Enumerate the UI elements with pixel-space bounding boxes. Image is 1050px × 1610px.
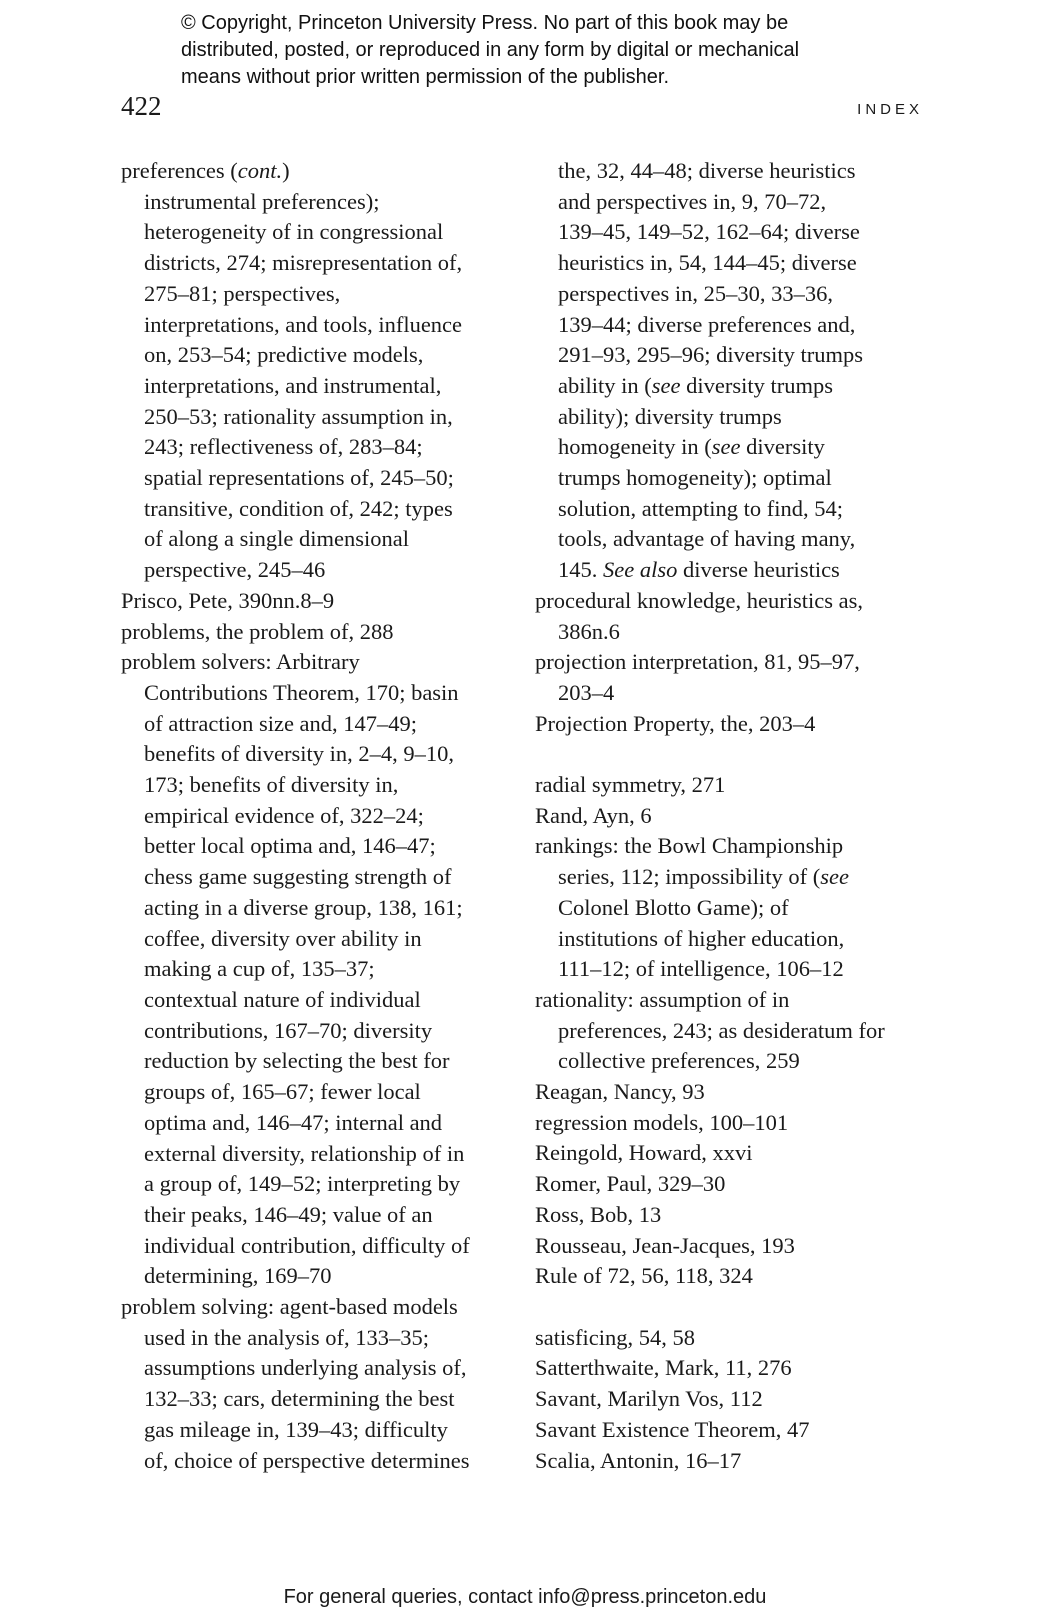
index-line: reduction by selecting the best for bbox=[144, 1048, 450, 1074]
index-line: 386n.6 bbox=[558, 618, 620, 644]
index-line: perspectives in, 25–30, 33–36, bbox=[558, 280, 833, 306]
footer-contact: For general queries, contact info@press.princeton.edu bbox=[283, 1586, 767, 1608]
index-line: a group of, 149–52; interpreting by bbox=[144, 1171, 461, 1197]
index-line: heterogeneity of in congressional bbox=[144, 219, 444, 245]
index-entry-heading: radial symmetry, 271 bbox=[535, 772, 726, 798]
index-line: determining, 169–70 bbox=[144, 1263, 332, 1289]
index-entry-heading: Prisco, Pete, 390nn.8–9 bbox=[121, 587, 335, 613]
index-entry-heading: preferences (cont.) bbox=[121, 158, 290, 183]
index-line: 132–33; cars, determining the best bbox=[144, 1386, 455, 1412]
index-entry-heading: problems, the problem of, 288 bbox=[121, 618, 394, 644]
index-line: 139–44; diverse preferences and, bbox=[558, 311, 856, 337]
index-column-right bbox=[535, 156, 935, 1476]
copyright-line: © Copyright, Princeton University Press. No part of this book may be bbox=[181, 12, 789, 34]
index-line: ability in (see diversity trumps bbox=[558, 372, 833, 398]
index-line: of attraction size and, 147–49; bbox=[144, 710, 418, 736]
index-line: preferences, 243; as desideratum for bbox=[558, 1017, 885, 1043]
index-line: ability); diversity trumps bbox=[558, 403, 782, 429]
index-line: collective preferences, 259 bbox=[558, 1048, 800, 1074]
index-line: trumps homogeneity); optimal bbox=[558, 465, 832, 491]
index-entry-heading: Rousseau, Jean-Jacques, 193 bbox=[535, 1232, 795, 1258]
index-entry-heading: Reagan, Nancy, 93 bbox=[535, 1079, 705, 1105]
index-line: perspective, 245–46 bbox=[144, 557, 326, 583]
index-line: the, 32, 44–48; diverse heuristics bbox=[558, 158, 856, 183]
index-line: empirical evidence of, 322–24; bbox=[144, 802, 424, 828]
index-line: 139–45, 149–52, 162–64; diverse bbox=[558, 219, 860, 245]
index-line: interpretations, and tools, influence bbox=[144, 311, 463, 337]
letter-group-spacer bbox=[535, 1292, 935, 1323]
index-line: 203–4 bbox=[558, 679, 615, 705]
index-entry-heading: rankings: the Bowl Championship bbox=[535, 833, 844, 859]
index-line: districts, 274; misrepresentation of, bbox=[144, 250, 463, 276]
index-line: contributions, 167–70; diversity bbox=[144, 1017, 433, 1043]
index-line: individual contribution, difficulty of bbox=[144, 1232, 470, 1258]
index-line: 111–12; of intelligence, 106–12 bbox=[558, 956, 844, 982]
index-line: instrumental preferences); bbox=[144, 188, 380, 214]
index-line: benefits of diversity in, 2–4, 9–10, bbox=[144, 741, 454, 767]
index-line: transitive, condition of, 242; types bbox=[144, 495, 453, 521]
index-entry-heading: Rand, Ayn, 6 bbox=[535, 802, 652, 828]
index-line: spatial representations of, 245–50; bbox=[144, 465, 454, 491]
index-line: and perspectives in, 9, 70–72, bbox=[558, 188, 827, 214]
index-entry-heading: procedural knowledge, heuristics as, bbox=[535, 587, 864, 613]
index-entry-heading: Rule of 72, 56, 118, 324 bbox=[535, 1263, 753, 1289]
index-line: heuristics in, 54, 144–45; diverse bbox=[558, 250, 857, 276]
copyright-notice bbox=[181, 10, 941, 91]
index-line: series, 112; impossibility of (see bbox=[558, 864, 850, 890]
index-line: coffee, diversity over ability in bbox=[144, 925, 422, 951]
index-line: used in the analysis of, 133–35; bbox=[144, 1324, 429, 1350]
copyright-line: means without prior written permission of the publisher. bbox=[181, 66, 670, 88]
index-line: of along a single dimensional bbox=[144, 526, 409, 552]
index-line: their peaks, 146–49; value of an bbox=[144, 1201, 433, 1227]
index-entry-heading: Romer, Paul, 329–30 bbox=[535, 1171, 726, 1197]
index-line: 275–81; perspectives, bbox=[144, 280, 341, 306]
running-head: INDEX bbox=[857, 101, 923, 118]
index-entry-heading: Satterthwaite, Mark, 11, 276 bbox=[535, 1355, 792, 1381]
index-line: interpretations, and instrumental, bbox=[144, 372, 442, 398]
index-line: contextual nature of individual bbox=[144, 986, 421, 1012]
index-column-left bbox=[121, 156, 521, 1476]
index-line: optima and, 146–47; internal and bbox=[144, 1109, 443, 1135]
index-entry-heading: rationality: assumption of in bbox=[535, 986, 790, 1012]
index-line: acting in a diverse group, 138, 161; bbox=[144, 894, 463, 920]
index-entry-heading: Scalia, Antonin, 16–17 bbox=[535, 1447, 742, 1473]
index-line: gas mileage in, 139–43; difficulty bbox=[144, 1416, 448, 1442]
index-line: institutions of higher education, bbox=[558, 925, 845, 951]
page-number: 422 bbox=[121, 91, 162, 121]
index-entry-heading: Projection Property, the, 203–4 bbox=[535, 710, 816, 736]
index-line: tools, advantage of having many, bbox=[558, 526, 856, 552]
index-entry-heading: Ross, Bob, 13 bbox=[535, 1201, 662, 1227]
index-line: chess game suggesting strength of bbox=[144, 864, 452, 890]
index-entry-heading: problem solving: agent-based models bbox=[121, 1294, 458, 1320]
index-line: 145. See also diverse heuristics bbox=[558, 557, 840, 583]
index-line: on, 253–54; predictive models, bbox=[144, 342, 424, 368]
index-line: Colonel Blotto Game); of bbox=[558, 894, 789, 920]
index-line: 291–93, 295–96; diversity trumps bbox=[558, 342, 863, 368]
index-entry-heading: regression models, 100–101 bbox=[535, 1109, 789, 1135]
index-line: of, choice of perspective determines bbox=[144, 1447, 470, 1473]
index-line: 250–53; rationality assumption in, bbox=[144, 403, 453, 429]
letter-group-spacer bbox=[535, 739, 935, 770]
index-line: external diversity, relationship of in bbox=[144, 1140, 465, 1166]
index-line: making a cup of, 135–37; bbox=[144, 956, 375, 982]
index-entry-heading: Reingold, Howard, xxvi bbox=[535, 1140, 753, 1166]
index-line: assumptions underlying analysis of, bbox=[144, 1355, 467, 1381]
index-entry-heading: Savant, Marilyn Vos, 112 bbox=[535, 1386, 763, 1412]
index-line: 173; benefits of diversity in, bbox=[144, 772, 399, 798]
index-entry-heading: projection interpretation, 81, 95–97, bbox=[535, 649, 860, 675]
index-line: homogeneity in (see diversity bbox=[558, 434, 825, 460]
index-line: 243; reflectiveness of, 283–84; bbox=[144, 434, 423, 460]
index-entry-heading: satisficing, 54, 58 bbox=[535, 1324, 695, 1350]
copyright-line: distributed, posted, or reproduced in any form by digital or mechanical bbox=[181, 39, 800, 61]
index-entry-heading: problem solvers: Arbitrary bbox=[121, 649, 360, 675]
index-line: solution, attempting to find, 54; bbox=[558, 495, 843, 521]
index-line: better local optima and, 146–47; bbox=[144, 833, 436, 859]
index-entry-heading: Savant Existence Theorem, 47 bbox=[535, 1416, 810, 1442]
index-line: groups of, 165–67; fewer local bbox=[144, 1079, 421, 1105]
index-line: Contributions Theorem, 170; basin bbox=[144, 679, 459, 705]
